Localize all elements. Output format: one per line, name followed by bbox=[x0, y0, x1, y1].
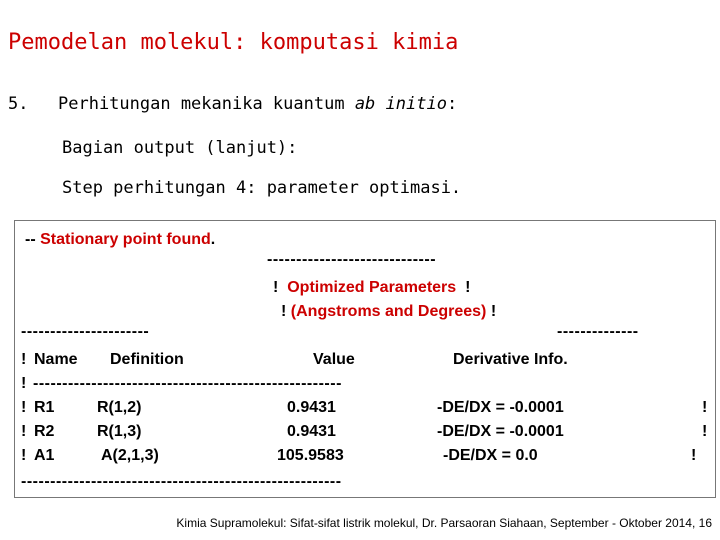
col-bang: ! bbox=[21, 351, 27, 368]
step-text: Step perhitungan 4: parameter optimasi. bbox=[62, 178, 462, 198]
row-3-name: A1 bbox=[34, 447, 55, 464]
subheading: Bagian output (lanjut): bbox=[62, 138, 298, 158]
row-3-definition: A(2,1,3) bbox=[101, 447, 159, 464]
row-1-definition: R(1,2) bbox=[97, 399, 142, 416]
header-title: Optimized Parameters bbox=[287, 279, 457, 296]
point-text: Perhitungan mekanika kuantum bbox=[58, 94, 355, 114]
footer-text: Kimia Supramolekul: Sifat-sifat listrik molekul, Dr. Parsaoran Siahaan, September - Oktober 2014, 16 bbox=[176, 516, 712, 530]
point-number: 5. bbox=[8, 94, 29, 114]
col-name: Name bbox=[34, 351, 78, 368]
header-close: ! bbox=[465, 279, 471, 296]
stationary-line bbox=[25, 231, 215, 249]
col-definition: Definition bbox=[110, 351, 184, 368]
row-1-end: ! bbox=[702, 399, 708, 416]
row-2-derivative: -DE/DX = -0.0001 bbox=[437, 423, 564, 440]
dash-left: ---------------------- bbox=[21, 323, 150, 340]
units-close: ! bbox=[490, 303, 497, 320]
dash-prefix: -- bbox=[25, 231, 36, 248]
units-open: ! bbox=[281, 303, 287, 320]
row-3-value: 105.9583 bbox=[277, 447, 344, 464]
row-2-end: ! bbox=[702, 423, 708, 440]
header-units-line bbox=[281, 303, 496, 321]
col-derivative: Derivative Info. bbox=[453, 351, 568, 368]
col-value: Value bbox=[313, 351, 355, 368]
row-3-derivative: -DE/DX = 0.0 bbox=[443, 447, 538, 464]
row-1-name: R1 bbox=[34, 399, 55, 416]
row-2-bang: ! bbox=[21, 423, 27, 440]
row-2-definition: R(1,3) bbox=[97, 423, 142, 440]
point-italic: ab initio bbox=[354, 94, 447, 114]
header-dash-line: ----------------------------- bbox=[267, 251, 437, 268]
slide-title: Pemodelan molekul: komputasi kimia bbox=[8, 30, 459, 55]
row-3-end: ! bbox=[691, 447, 697, 464]
header-units: (Angstroms and Degrees) bbox=[290, 303, 487, 320]
row-3-bang: ! bbox=[21, 447, 27, 464]
row-1-value: 0.9431 bbox=[287, 399, 336, 416]
stationary-text: Stationary point found bbox=[40, 231, 211, 248]
header-open: ! bbox=[273, 279, 279, 296]
row-2-name: R2 bbox=[34, 423, 55, 440]
output-box bbox=[14, 220, 716, 498]
header-title-line bbox=[273, 279, 470, 297]
row-1-derivative: -DE/DX = -0.0001 bbox=[437, 399, 564, 416]
stationary-period: . bbox=[210, 231, 216, 248]
dash-right: -------------- bbox=[557, 323, 639, 340]
point-colon: : bbox=[446, 94, 458, 114]
dash-bottom: ------------------------------------------------------- bbox=[21, 473, 342, 490]
dash-row: ----------------------------------------------------- bbox=[33, 375, 342, 392]
row-1-bang: ! bbox=[21, 399, 27, 416]
row-2-value: 0.9431 bbox=[287, 423, 336, 440]
dash-row-bang: ! bbox=[21, 375, 27, 392]
point-5 bbox=[8, 94, 457, 114]
